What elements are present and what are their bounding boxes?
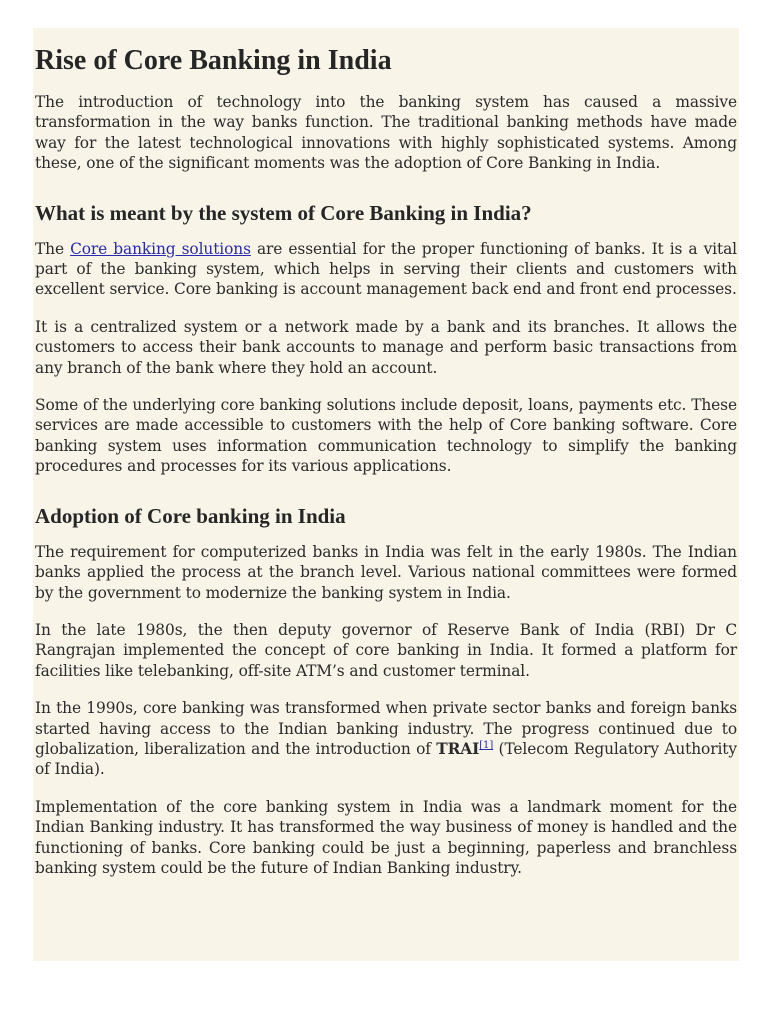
adoption-paragraph-2: In the late 1980s, the then deputy governor of Reserve Bank of India (RBI) Dr C Rangrajan implemented the concept of core banking in India. It formed a platform for facilities like telebanking, off-site ATM’s and customer terminal. bbox=[35, 620, 737, 680]
section-heading-adoption: Adoption of Core banking in India bbox=[35, 503, 346, 528]
adoption-paragraph-1: The requirement for computerized banks in India was felt in the early 1980s. The Indian banks applied the process at the branch level. Various national committees were formed by the government to modernize the banking system in India. bbox=[35, 542, 737, 602]
paragraph-text: The bbox=[35, 239, 71, 258]
section-heading-core-banking-meaning: What is meant by the system of Core Banking in India? bbox=[35, 200, 532, 225]
footnote-ref bbox=[479, 740, 493, 751]
core-banking-paragraph-1 bbox=[35, 239, 737, 300]
core-banking-paragraph-3: Some of the underlying core banking solutions include deposit, loans, payments etc. These services are made accessible to customers with the help of Core banking software. Core banking system uses information communication technology to simplify the banking procedures and processes for its various applications. bbox=[35, 396, 737, 476]
page-title: Rise of Core Banking in India bbox=[35, 45, 392, 76]
adoption-paragraph-4: Implementation of the core banking system in India was a landmark moment for the Indian Banking industry. It has transformed the way business of money is handled and the functioning of banks. Core banking could be just a beginning, paperless and branchless banking system could be the future of Indian Banking industry. bbox=[35, 797, 737, 877]
core-banking-paragraph-2: It is a centralized system or a network made by a bank and its branches. It allows the customers to access their bank accounts to manage and perform basic transactions from any branch of the bank where they hold an account. bbox=[35, 317, 737, 377]
article-container bbox=[33, 28, 739, 961]
adoption-paragraph-3 bbox=[35, 698, 737, 780]
core-banking-solutions-link[interactable]: Core banking solutions bbox=[70, 239, 251, 258]
trai-bold-term: TRAI bbox=[436, 739, 480, 758]
paragraph-text: are essential for the proper functioning of banks. It is a vital part of the banking system, which helps in serving their clients and customers with excellent service. Core banking is account management back end and front end processes. bbox=[35, 239, 737, 299]
paragraph-text: In the 1990s, core banking was transformed when private sector banks and foreign banks started having access to the Indian banking industry. The progress continued due to globalization, liberalization and the introduction of bbox=[35, 699, 737, 758]
footnote-link-1[interactable]: [1] bbox=[479, 739, 494, 751]
paragraph-text: (Telecom Regulatory Authority of India). bbox=[35, 739, 737, 779]
intro-paragraph: The introduction of technology into the banking system has caused a massive transformation in the way banks function. The traditional banking methods have made way for the latest technological innovations with highly sophisticated systems. Among these, one of the significant moments was the adoption of Core Banking in India. bbox=[35, 93, 737, 173]
